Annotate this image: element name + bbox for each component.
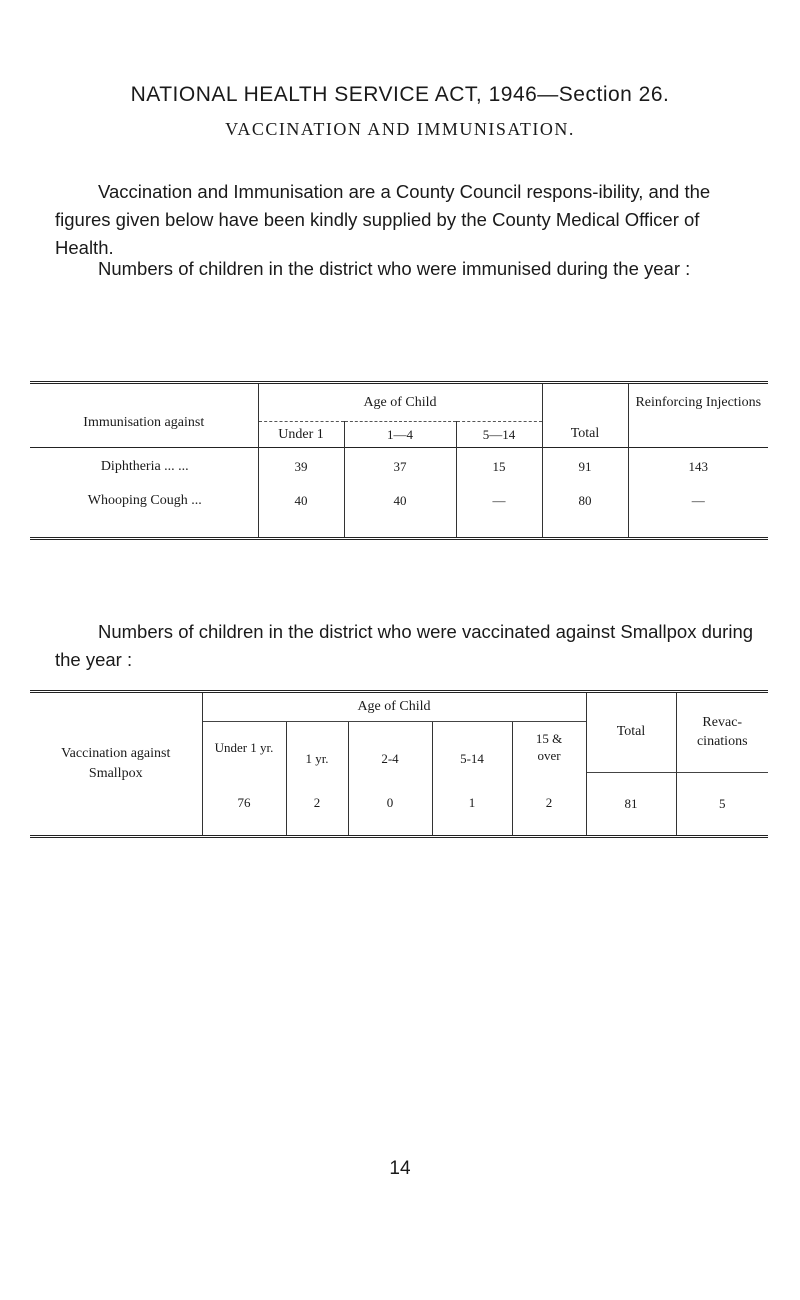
page-heading: NATIONAL HEALTH SERVICE ACT, 1946—Section 26.: [130, 83, 670, 106]
cell-15-over: 2: [512, 772, 586, 836]
col-1-4: 1—4: [344, 422, 456, 448]
immunised-intro-paragraph: Numbers of children in the district who were immunised during the year :: [98, 258, 691, 279]
vaccination-against-header: Vaccination against Smallpox: [61, 745, 171, 781]
intro-paragraph: Vaccination and Immunisation are a County Council respons-ibility, and the figures given below have been kindly supplied by the County Medical Officer of Health.: [55, 181, 711, 258]
col-revaccinations: Revac-cinations: [676, 692, 768, 773]
col-under-1-yr: Under 1 yr.: [202, 722, 286, 773]
page-number: 14: [389, 1158, 411, 1179]
cell-total: 91: [542, 448, 628, 487]
col-under-1: Under 1: [258, 422, 344, 448]
cell-1yr: 2: [286, 772, 348, 836]
cell-reinforcing: 143: [628, 448, 768, 487]
cell-1-4: 37: [344, 448, 456, 487]
table-row: [30, 448, 768, 487]
col-total: Total: [542, 422, 628, 448]
age-of-child-header: Age of Child: [258, 383, 542, 422]
col-15-over: 15 & over: [512, 722, 586, 773]
row-label-diphtheria: Diphtheria ... ...: [100, 459, 189, 474]
immunisation-table: [30, 381, 768, 540]
cell-5-14: —: [456, 486, 542, 539]
cell-5-14: 1: [432, 772, 512, 836]
cell-under1: 40: [258, 486, 344, 539]
immunisation-against-header: Immunisation against: [83, 415, 205, 430]
cell-5-14: 15: [456, 448, 542, 487]
col-total: Total: [586, 692, 676, 773]
cell-total: 81: [586, 772, 676, 836]
section-subheading: VACCINATION AND IMMUNISATION.: [225, 119, 575, 139]
cell-1-4: 40: [344, 486, 456, 539]
col-1-yr: 1 yr.: [286, 722, 348, 773]
cell-reinforcing: —: [628, 486, 768, 539]
col-5-14: 5-14: [432, 722, 512, 773]
cell-total: 80: [542, 486, 628, 539]
col-2-4: 2-4: [348, 722, 432, 773]
age-of-child-header: Age of Child: [202, 692, 586, 722]
total-header-spacer: [542, 383, 628, 422]
cell-revaccinations: 5: [676, 772, 768, 836]
reinforcing-label: Reinforcing Injections: [635, 394, 762, 410]
col-5-14: 5—14: [456, 422, 542, 448]
reinforcing-header-top: [628, 383, 768, 422]
vaccinated-intro-paragraph: Numbers of children in the district who were vaccinated against Smallpox during the year :: [55, 621, 754, 670]
col-reinforcing-spacer: [628, 422, 768, 448]
row-label-whooping-cough: Whooping Cough ...: [87, 493, 202, 508]
cell-under1: 39: [258, 448, 344, 487]
vaccination-table: [30, 690, 768, 838]
cell-under1: 76: [202, 772, 286, 836]
table-row: [30, 486, 768, 539]
cell-2-4: 0: [348, 772, 432, 836]
